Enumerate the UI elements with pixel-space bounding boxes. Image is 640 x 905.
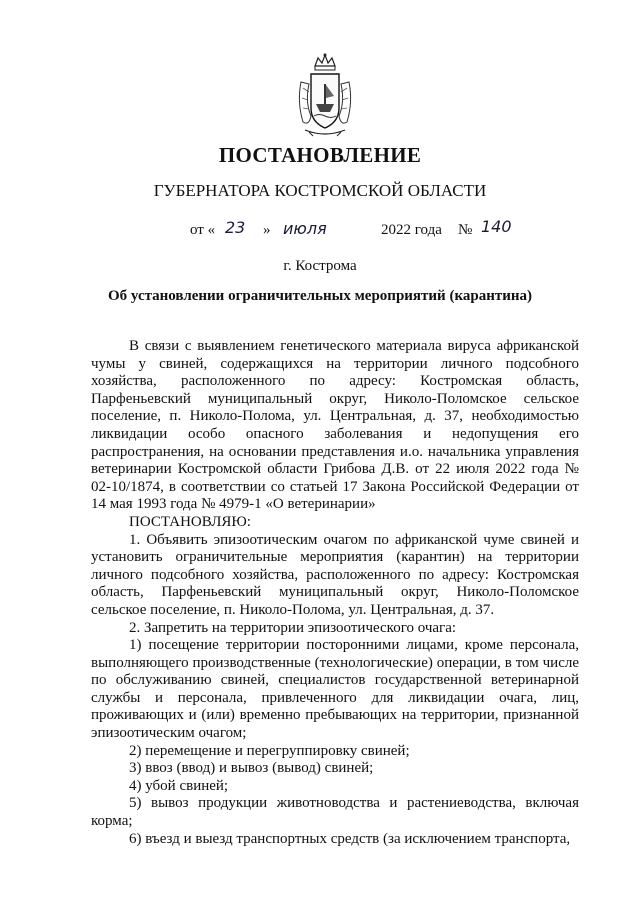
- number-label: №: [458, 222, 473, 238]
- preamble-paragraph: В связи с выявлением генетического материала вируса африканской чумы у свиней, содержащихся на территории личного подсобного хозяйства, расположенного по адресу: Костромская область, Парфеньевский муниципальный округ, Николо-Поломское сельское поселение, п. Николо-Полома, ул. Центральная, д. 37, необходимостью ликвидации особо опасного заболевания и недопущения его распространения, на основании представления и.о. начальника управления ветеринарии Костромской области Грибова Д.В. от 22 июля 2022 года № 02-10/1874, в соответствии со статьей 17 Закона Российской Федерации от 14 мая 1993 года № 4979-1 «О ветеринарии»: [91, 338, 579, 513]
- date-year: 2022 года: [381, 222, 442, 238]
- sub-item-4: 4) убой свиней;: [129, 777, 229, 794]
- sub-item-5: 5) вывоз продукции животноводства и растениеводства, включая корма;: [91, 795, 579, 830]
- sub-item-1: 1) посещение территории посторонними лицами, кроме персонала, выполняющего производственные (технологические) операции, в том числе по обслуживанию свиней, специалистов государственной ветеринарной службы и персонала, привлеченного для ликвидации очага, лиц, проживающих и (или) временно пребывающих на территории, признанной эпизоотическим очагом;: [91, 637, 579, 742]
- date-day-handwritten: 23: [225, 218, 246, 237]
- issuer-subtitle: ГУБЕРНАТОРА КОСТРОМСКОЙ ОБЛАСТИ: [153, 181, 487, 200]
- date-prefix: от «: [190, 222, 216, 238]
- sub-item-3: 3) ввоз (ввод) и вывоз (вывод) свиней;: [129, 760, 374, 777]
- document-number-handwritten: 140: [481, 217, 512, 236]
- sub-item-2: 2) перемещение и перегруппировку свиней;: [129, 742, 410, 759]
- city-line: г. Кострома: [283, 258, 357, 274]
- sub-item-6: 6) въезд и выезд транспортных средств (за исключением транспорта,: [129, 830, 571, 847]
- item-1: 1. Объявить эпизоотическим очагом по африканской чуме свиней и установить ограничительные мероприятия (карантин) на территории личного подсобного хозяйства, расположенного по адресу: Костромская область, Парфеньевский муниципальный округ, Николо-Поломское сельское поселение, п. Николо-Полома, ул. Центральная, д. 37.: [91, 531, 579, 618]
- date-day-close: »: [263, 222, 271, 238]
- item-2: 2. Запретить на территории эпизоотического очага:: [129, 619, 457, 636]
- document-heading: Об установлении ограничительных мероприятий (карантина): [107, 288, 532, 304]
- decree-word: ПОСТАНОВЛЯЮ:: [129, 513, 251, 530]
- document-body: [91, 338, 579, 848]
- date-month-handwritten: июля: [283, 219, 327, 238]
- document-title: ПОСТАНОВЛЕНИЕ: [218, 143, 422, 167]
- coat-of-arms-icon: [293, 52, 357, 138]
- date-line: [0, 217, 640, 246]
